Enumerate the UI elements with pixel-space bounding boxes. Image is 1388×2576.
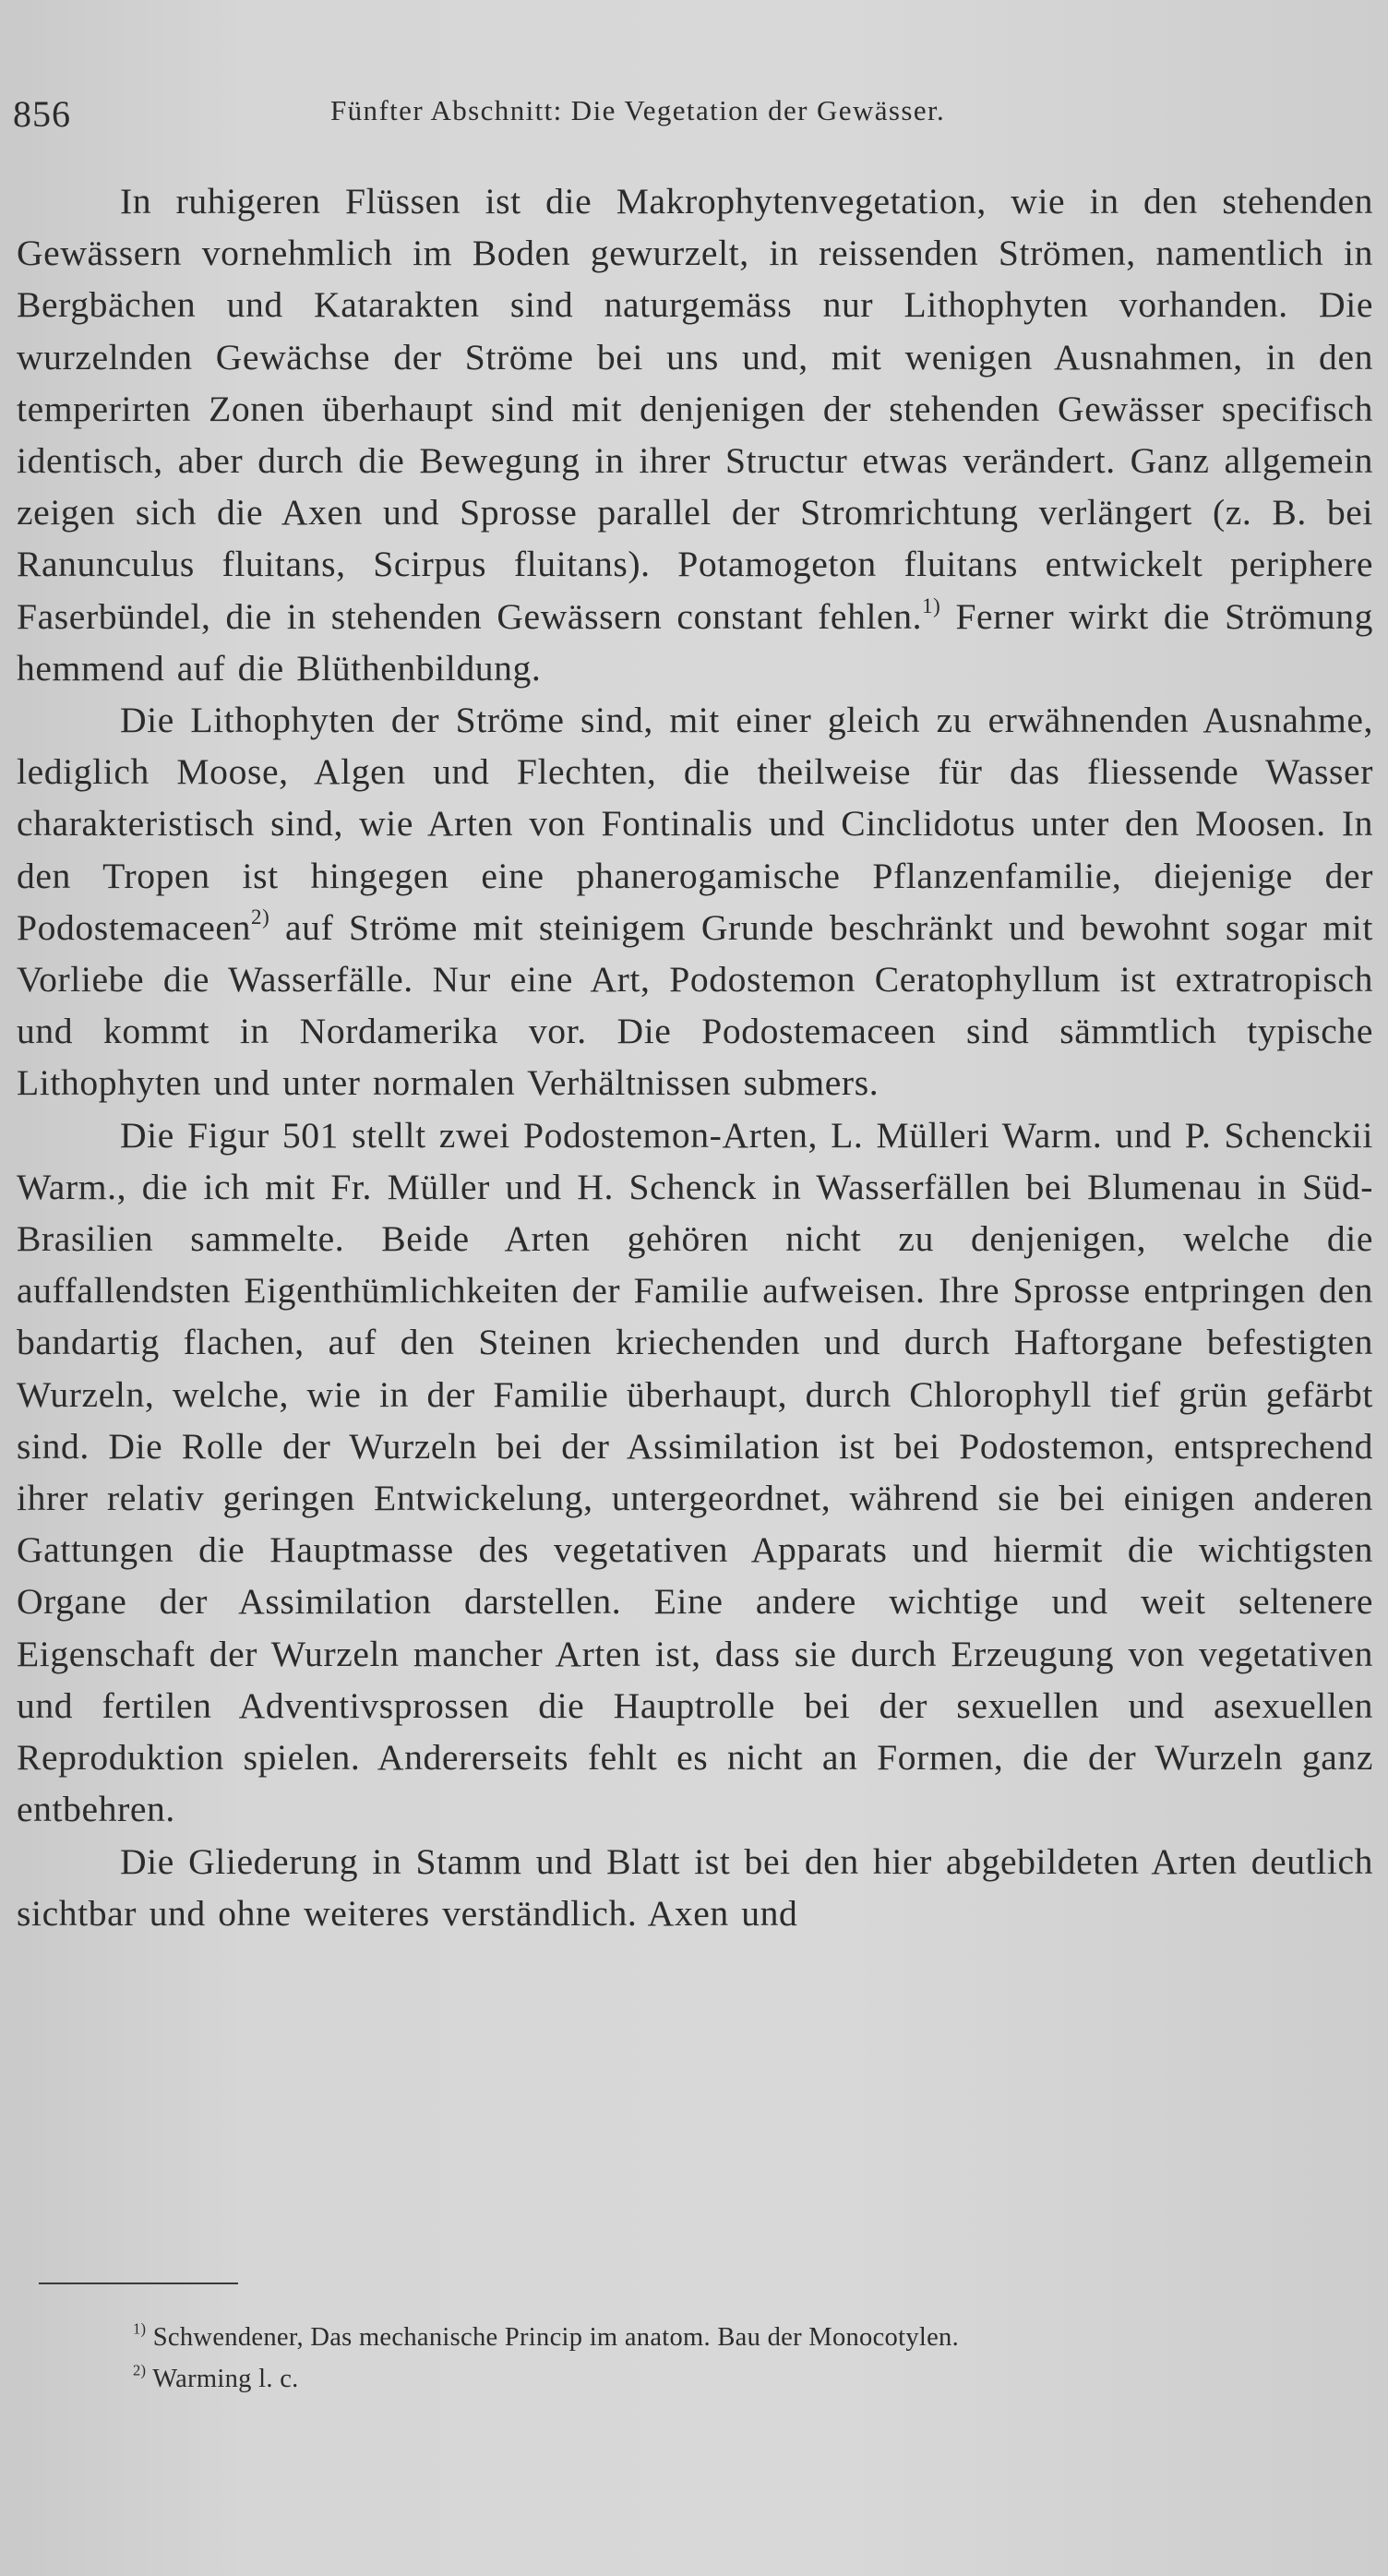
footnote-1 [133, 2317, 1333, 2358]
footnote-mark-2: 2) [133, 2361, 147, 2379]
footnote-mark-1: 1) [133, 2319, 147, 2338]
paragraph-3 [17, 1109, 1373, 1836]
footnote-ref-1: 1) [922, 593, 941, 617]
footnote-2-text: Warming l. c. [146, 2365, 299, 2393]
footnotes [133, 2317, 1333, 2400]
paragraph-4 [17, 1836, 1373, 1939]
footnote-1-text: Schwendener, Das mechanische Princip im anatom. Bau der Monocotylen. [146, 2323, 960, 2352]
paragraph-1-text-b: Ferner wirkt die Strömung hemmend auf die Blüthenbildung. [17, 595, 1373, 689]
running-head: Fünfter Abschnitt: Die Vegetation der Gewässer. [330, 94, 946, 126]
paragraph-4-text: Die Gliederung in Stamm und Blatt ist bei den hier abgebildeten Arten deutlich sichtbar und ohne weiteres verständlich. Axen und [17, 1840, 1373, 1934]
footnote-ref-2: 2) [251, 905, 270, 929]
paragraph-1-text-a: In ruhigeren Flüssen ist die Makrophytenvegetation, wie in den stehenden Gewässern vornehmlich im Boden gewurzelt, in reissenden Strömen, namentlich in Bergbächen und Katarakten sind naturgemäss nur Lithophyten vorhanden. Die wurzelnden Gewächse der Ströme bei uns und, mit wenigen Ausnahmen, in den temperirten Zonen überhaupt sind mit denjenigen der stehenden Gewässer specifisch identisch, aber durch die Bewegung in ihrer Structur etwas verändert. Ganz allgemein zeigen sich die Axen und Sprosse parallel der Stromrichtung verlängert (z. B. bei Ranunculus fluitans, Scirpus fluitans). Potamogeton fluitans entwickelt periphere Faserbündel, die in stehenden Gewässern constant fehlen. [17, 181, 1373, 637]
footnote-divider [39, 2282, 238, 2284]
paragraph-2 [17, 694, 1373, 1109]
paragraph-2-text-a: Die Lithophyten der Ströme sind, mit einer gleich zu erwähnenden Ausnahme, lediglich Moose, Algen und Flechten, die theilweise für das fliessende Wasser charakteristisch sind, wie Arten von Fontinalis und Cinclidotus unter den Moosen. In den Tropen ist hingegen eine phanerogamische Pflanzenfamilie, diejenige der Podostemaceen [17, 700, 1373, 948]
paragraph-3-text: Die Figur 501 stellt zwei Podostemon-Arten, L. Mülleri Warm. und P. Schenckii Warm., die ich mit Fr. Müller und H. Schenck in Wasserfällen bei Blumenau in Süd-Brasilien sammelte. Beide Arten gehören nicht zu denjenigen, welche die auffallendsten Eigenthümlichkeiten der Familie aufweisen. Ihre Sprosse entpringen den bandartig flachen, auf den Steinen kriechenden und durch Haftorgane befestigten Wurzeln, welche, wie in der Familie überhaupt, durch Chlorophyll tief grün gefärbt sind. Die Rolle der Wurzeln bei der Assimilation ist bei Podostemon, entsprechend ihrer relativ geringen Entwickelung, untergeordnet, während sie bei einigen anderen Gattungen die Hauptmasse des vegetativen Apparats und hiermit die wichtigsten Organe der Assimilation darstellen. Eine andere wichtige und weit seltenere Eigenschaft der Wurzeln mancher Arten ist, dass sie durch Erzeugung von vegetativen und fertilen Adventivsprossen die Hauptrolle bei der sexuellen und asexuellen Reproduktion spielen. Andererseits fehlt es nicht an Formen, die der Wurzeln ganz entbehren. [17, 1114, 1373, 1830]
footnote-2 [133, 2358, 1333, 2400]
paragraph-2-text-b: auf Ströme mit steinigem Grunde beschränkt und bewohnt sogar mit Vorliebe die Wasserfälle. Nur eine Art, Podostemon Ceratophyllum ist extratropisch und kommt in Nordamerika vor. Die Podostemaceen sind sämmtlich typische Lithophyten und unter normalen Verhältnissen submers. [17, 906, 1373, 1104]
paragraph-1 [17, 175, 1373, 694]
body-text [17, 175, 1373, 1939]
page-number: 856 [13, 93, 71, 135]
page-header [13, 92, 1360, 138]
